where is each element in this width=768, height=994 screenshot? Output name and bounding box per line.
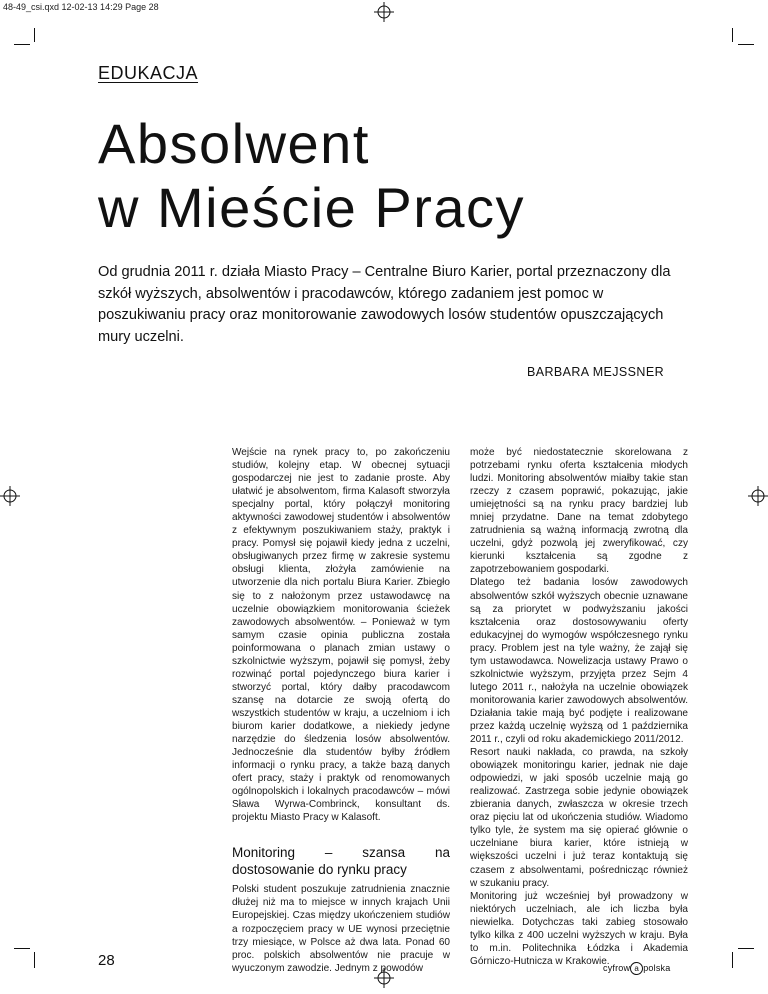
crop-mark xyxy=(14,44,30,45)
body-paragraph: może być niedostatecznie skorelowana z potrzebami rynku oferta kształcenia młodych ludzi. Monitoring absolwentów miałby takie stan rzeczy z czasem poprawić, pokazując, jakie umiejętności są na rynku pracy bardziej lub mniej przydatne. Dane na temat zdobytego zatrudnienia są ważną informacją zwrotną dla uczelni, gdyż pozwolą jej zweryfikować, czy kierunki kształcenia są zgodne z zapotrzebowaniem gospodarki. xyxy=(470,447,688,576)
magazine-brand-logo xyxy=(603,962,670,975)
brand-at-icon: a xyxy=(630,962,643,975)
crop-mark xyxy=(738,44,754,45)
registration-mark-right-icon xyxy=(748,486,768,506)
section-label: EDUKACJA xyxy=(98,63,199,83)
crop-mark xyxy=(14,948,30,949)
crop-mark xyxy=(34,952,35,968)
body-paragraph: Monitoring już wcześniej był prowadzony w niektórych uczelniach, ale ich liczba była niewielka. Dotychczas taki zabieg stosowało tylko kilka z 400 uczelni wyższych w kraju. Była to m.in. Politechnika Łódzka i Akademia Górniczo-Hutnicza w Krakowie. xyxy=(470,890,688,967)
article-title xyxy=(98,112,698,240)
article-subheading: Monitoring – szansa na dostosowanie do rynku pracy xyxy=(232,845,450,878)
article-author: BARBARA MEJSSNER xyxy=(527,365,664,379)
body-paragraph: Polski student poszukuje zatrudnienia znacznie dłużej niż ma to miejsce w innych krajach Unii Europejskiej. Czas między ukończeniem studiów a rozpoczęciem pracy w UE wynosi przeciętnie trzy miesiące, w Polsce aż dwa lata. Ponad 60 proc. polskich absolwentów nie pracuje w wyuczonym zawodzie. Jednym z powodów xyxy=(232,884,450,974)
body-paragraph: Wejście na rynek pracy to, po zakończeniu studiów, kolejny etap. W obecnej sytuacji gospodarczej nie jest to zadanie proste. Aby ułatwić je absolwentom, firma Kalasoft stworzyła specjalny portal, który połączył monitoring aktywności zawodowej studentów i absolwentów z efektywnym poszukiwaniem staży, praktyk i pracy. Pomysł się pojawił kiedy jedna z uczelni, obsługiwanych przez firmę w zakresie systemu obsługi klienta, złożyła zamówienie na utworzenie dla nich portalu Biura Karier. Zbiegło się to z nałożonym przez ustawodawcę na uczelnie obowiązkiem monitorowania ścieżek zawodowych absolwentów. – Ponieważ w tym samym czasie opinia publiczna została poinformowana o planach zmian ustawy o szkolnictwie wyższym, pojawił się pomysł, żeby rozwinąć portal pojedynczego biura karier i stworzyć portal, który dałby pracodawcom szansę na dotarcie ze swoją ofertą do wszystkich studentów w kraju, a uczelniom i ich biurom karier dodatkowe, a niekiedy jedyne narzędzie do śledzenia losów absolwentów. Jednocześnie dla studentów byłby źródłem informacji o rynku pracy, a także bazą danych ofert pracy, staży i praktyk od renomowanych ogólnopolskich i lokalnych pracodawców – mówi Sława Wyrwa-Combrinck, konsultant ds. projektu Miasto Pracy w Kalasoft. xyxy=(232,447,450,824)
article-title-line-1: Absolwent xyxy=(98,112,370,175)
page-number: 28 xyxy=(98,952,115,969)
crop-mark xyxy=(738,948,754,949)
body-column-left xyxy=(232,446,450,975)
body-paragraph: Resort nauki nakłada, co prawda, na szkoły obowiązek monitoringu karier, jednak nie daje odpowiedzi, w jaki sposób uczelnie mają go realizować. Zastrzega sobie jedynie obowiązek zbierania danych, zwłaszcza w okresie trzech oraz pięciu lat od ukończenia studiów. Wiadomo tylko tyle, że system ma się opierać głównie o uczelniane biura karier, które istnieją w większości uczelni i już teraz kontaktują się czasem z absolwentami, pośrednicząc również w szukaniu pracy. xyxy=(470,747,688,889)
crop-mark xyxy=(34,28,35,42)
article-title-line-2: w Mieście Pracy xyxy=(98,176,526,239)
body-paragraph: Dlatego też badania losów zawodowych absolwentów szkół wyższych obecnie uznawane są za priorytet w podwyższaniu jakości kształcenia oraz dostosowywaniu oferty edukacyjnej do wymogów współczesnego rynku pracy. Problem jest na tyle ważny, że zajął się tym ustawodawca. Nowelizacja ustawy Prawo o szkolnictwie wyższym, przyjęta przez Sejm 4 lutego 2011 r., nałożyła na uczelnie obowiązek monitorowania karier zawodowych absolwentów. Działania takie mają być podjęte i realizowane przez każdą uczelnię wyższą od 1 października 2011 r., czyli od roku akademickiego 2011/2012. xyxy=(470,577,688,746)
body-column-right xyxy=(470,446,688,968)
crop-mark xyxy=(732,952,733,968)
crop-mark xyxy=(732,28,733,42)
brand-text-right: polska xyxy=(643,962,671,973)
registration-mark-top-icon xyxy=(374,2,394,22)
print-slug-line: 48-49_csi.qxd 12-02-13 14:29 Page 28 xyxy=(3,2,159,12)
article-lead: Od grudnia 2011 r. działa Miasto Pracy – Centralne Biuro Karier, portal przeznaczony dla szkół wyższych, absolwentów i pracodawców, którego zadaniem jest pomoc w poszukiwaniu pracy oraz monitorowanie zawodowych losów studentów opuszczających mury uczelni. xyxy=(98,264,671,345)
registration-mark-left-icon xyxy=(0,486,20,506)
brand-text-left: cyfrow xyxy=(603,962,631,973)
